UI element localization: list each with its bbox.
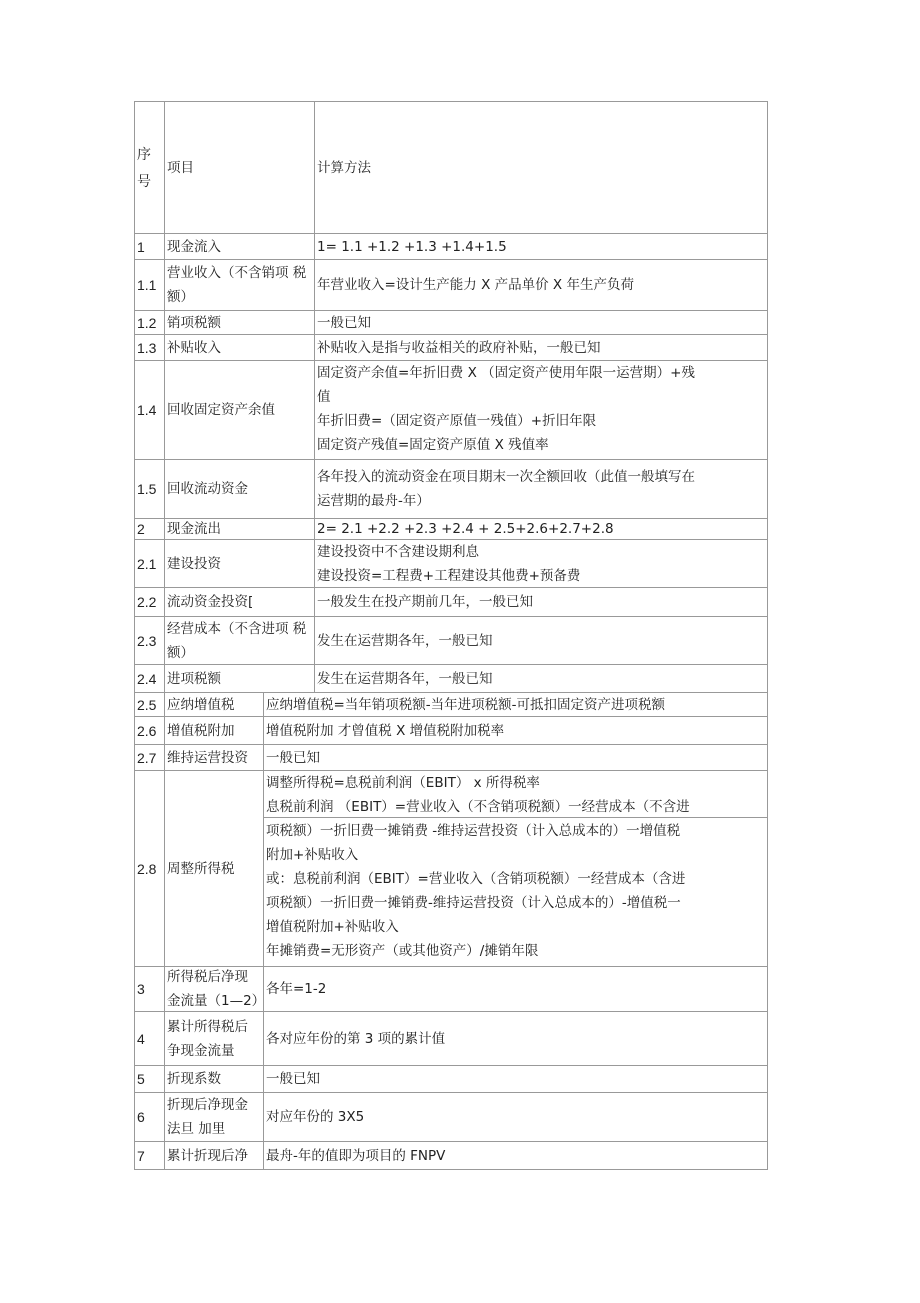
row-item <box>165 234 315 259</box>
row-item <box>165 540 315 587</box>
row-number-line: 3 <box>137 981 145 997</box>
row-method-line: 值 <box>317 389 331 405</box>
row-item <box>165 1093 264 1141</box>
row-method-line: 2= 2.1 +2.2 +2.3 +2.4 + 2.5+2.6+2.7+2.8 <box>317 521 614 537</box>
row-method-line: 各年投入的流动资金在项目期末一次全额回收（此值一般填写在 <box>317 469 695 485</box>
header-method <box>315 102 767 233</box>
row-item <box>165 693 264 716</box>
row-method-line: 固定资产余值=年折旧费 X （固定资产使用年限一运营期）+残 <box>317 365 695 381</box>
cell-divider <box>264 817 767 818</box>
row-number <box>135 540 165 587</box>
row-item-line: 销项税额 <box>167 314 221 331</box>
table-row <box>135 335 767 361</box>
row-number-line: 1.3 <box>137 339 157 356</box>
row-method-line: 一般已知 <box>266 1071 320 1087</box>
row-method-line: 发生在运营期各年，一般已知 <box>317 632 493 649</box>
table-row <box>135 1066 767 1093</box>
row-number-line: 1.2 <box>137 314 157 331</box>
table-row <box>135 361 767 460</box>
row-number-line: 1.4 <box>137 402 157 418</box>
row-method <box>315 260 767 310</box>
row-method <box>264 967 767 1011</box>
row-item-line: 累计所得税后 <box>167 1018 248 1035</box>
row-number-line: 1.5 <box>137 481 157 497</box>
row-item-line: 额） <box>167 644 194 661</box>
row-method-line: 一般已知 <box>317 314 371 331</box>
row-item <box>165 967 264 1011</box>
table-row <box>135 771 767 967</box>
row-item-line: 回收固定资产余值 <box>167 402 275 418</box>
row-method <box>264 693 767 716</box>
table-row <box>135 260 767 311</box>
row-item-line: 应纳增值税 <box>167 696 235 713</box>
header-no-line: 序 <box>137 145 151 162</box>
row-number-line: 2.8 <box>137 860 157 877</box>
row-number <box>135 311 165 334</box>
row-method-line: 项税额）一折旧费一摊销费 -维持运营投资（计入总成本的）一增值税 <box>266 823 681 839</box>
row-number-line: 2.1 <box>137 555 157 572</box>
row-item <box>165 1012 264 1065</box>
row-item-line: 周整所得税 <box>167 860 235 877</box>
row-method-line: 息税前利润 （EBIT）=营业收入（不含销项税额）一经营成本（不含进 <box>266 799 690 815</box>
row-method <box>264 745 767 770</box>
row-item-line: 经营成本（不含进项 税 <box>167 620 307 637</box>
row-number <box>135 260 165 310</box>
row-method <box>315 335 767 360</box>
row-method <box>315 311 767 334</box>
row-item <box>165 717 264 744</box>
row-number <box>135 1066 165 1092</box>
row-method <box>264 1066 767 1092</box>
row-item-line: 进项税额 <box>167 670 221 687</box>
row-method-line: 附加+补贴收入 <box>266 847 359 863</box>
row-item <box>165 665 315 692</box>
row-method-line: 运营期的最舟-年） <box>317 493 430 509</box>
header-no-line: 号 <box>137 172 151 189</box>
row-item-line: 营业收入（不含销项 税 <box>167 265 307 281</box>
row-method-line: 增值税附加+补贴收入 <box>266 919 399 935</box>
row-number <box>135 665 165 692</box>
row-method-line: 增值税附加 才曾值税 X 增值税附加税率 <box>266 722 505 739</box>
table-row <box>135 1012 767 1066</box>
row-number-line: 7 <box>137 1147 145 1164</box>
row-number <box>135 460 165 518</box>
row-item-line: 争现金流量 <box>167 1042 235 1059</box>
row-method-line: 固定资产残值=固定资产原值 X 残值率 <box>317 437 549 453</box>
row-number <box>135 361 165 459</box>
table-row <box>135 311 767 335</box>
row-number <box>135 519 165 539</box>
row-item <box>165 335 315 360</box>
row-number-line: 2.7 <box>137 749 157 766</box>
row-method <box>315 617 767 664</box>
row-method-line: 各对应年份的第 3 项的累计值 <box>266 1030 446 1047</box>
row-number <box>135 1093 165 1141</box>
header-item <box>165 102 315 233</box>
row-method <box>315 361 767 459</box>
row-method <box>315 540 767 587</box>
table-row <box>135 460 767 519</box>
table-row <box>135 1142 767 1170</box>
row-number <box>135 745 165 770</box>
row-method <box>264 1012 767 1065</box>
row-method-line: 年折旧费=（固定资产原值一残值）+折旧年限 <box>317 413 597 429</box>
row-number <box>135 717 165 744</box>
row-number-line: 2.6 <box>137 722 157 739</box>
table-row <box>135 1093 767 1142</box>
row-item-line: 流动资金投资[ <box>167 594 254 610</box>
row-item-line: 回收流动资金 <box>167 481 248 497</box>
row-number-line: 2 <box>137 521 145 537</box>
row-item <box>165 260 315 310</box>
row-method <box>264 771 767 966</box>
row-item-line: 折现系数 <box>167 1071 221 1087</box>
row-number-line: 5 <box>137 1071 145 1087</box>
row-method-line: 各年=1-2 <box>266 981 327 997</box>
row-number-line: 6 <box>137 1109 145 1125</box>
row-method <box>315 519 767 539</box>
header-no <box>135 102 165 233</box>
cash-flow-table <box>134 101 768 1170</box>
row-method-line: 最舟-年的值即为项目的 FNPV <box>266 1147 446 1164</box>
row-item-line: 折现后净现金 <box>167 1097 248 1113</box>
header-method-label: 计算方法 <box>317 159 371 176</box>
row-item <box>165 460 315 518</box>
row-item <box>165 1066 264 1092</box>
row-method-line: 一般已知 <box>266 749 320 766</box>
row-number-line: 1 <box>137 238 145 255</box>
row-item-line: 现金流出 <box>167 521 221 537</box>
row-item-line: 建设投资 <box>167 555 221 572</box>
row-number-line: 4 <box>137 1030 145 1047</box>
table-row <box>135 540 767 588</box>
row-method-line: 建设投资中不含建设期利息 <box>317 543 479 560</box>
row-item-line: 维持运营投资 <box>167 749 248 766</box>
row-item-line: 补贴收入 <box>167 339 221 356</box>
row-method <box>264 1142 767 1169</box>
table-row <box>135 588 767 617</box>
row-method <box>264 1093 767 1141</box>
row-method <box>264 717 767 744</box>
table-row <box>135 519 767 540</box>
row-item <box>165 361 315 459</box>
row-item-line: 金流量（1—2） <box>167 993 266 1009</box>
table-row <box>135 717 767 745</box>
row-number-line: 2.3 <box>137 632 157 649</box>
row-number <box>135 617 165 664</box>
row-method-line: 建设投资=工程费+工程建设其他费+预备费 <box>317 567 581 584</box>
row-method <box>315 588 767 616</box>
table-row <box>135 693 767 717</box>
row-number <box>135 771 165 966</box>
row-number <box>135 335 165 360</box>
row-item <box>165 745 264 770</box>
row-item-line: 增值税附加 <box>167 722 235 739</box>
table-row <box>135 967 767 1012</box>
row-number <box>135 693 165 716</box>
table-row <box>135 234 767 260</box>
row-method-line: 一般发生在投产期前几年，一般已知 <box>317 594 533 610</box>
row-number <box>135 588 165 616</box>
row-item-line: 累计折现后净 <box>167 1147 248 1164</box>
row-number-line: 1.1 <box>137 277 157 293</box>
table-row <box>135 617 767 665</box>
row-method <box>315 460 767 518</box>
row-item <box>165 1142 264 1169</box>
row-item-line: 额） <box>167 289 194 305</box>
row-item-line: 法旦 加里 <box>167 1121 226 1137</box>
row-method-line: 1= 1.1 +1.2 +1.3 +1.4+1.5 <box>317 238 507 255</box>
row-method-line: 发生在运营期各年，一般已知 <box>317 670 493 687</box>
row-number <box>135 1142 165 1169</box>
row-method-line: 补贴收入是指与收益相关的政府补贴，一般已知 <box>317 339 601 356</box>
table-header-row <box>135 102 767 234</box>
row-number-line: 2.4 <box>137 670 157 687</box>
row-item-line: 所得税后净现 <box>167 969 248 985</box>
table-row <box>135 665 767 693</box>
row-item <box>165 311 315 334</box>
row-item <box>165 617 315 664</box>
row-item <box>165 588 315 616</box>
row-number-line: 2.5 <box>137 696 157 713</box>
row-method-line: 调整所得税=息税前利润（EBIT） x 所得税率 <box>266 775 540 791</box>
row-method-line: 年营业收入=设计生产能力 X 产品单价 X 年生产负荷 <box>317 277 634 293</box>
row-method-line: 项税额）一折旧费一摊销费-维持运营投资（计入总成本的）-增值税一 <box>266 895 681 911</box>
row-item-line: 现金流入 <box>167 238 221 255</box>
row-item <box>165 519 315 539</box>
row-method-line: 或：息税前利润（EBIT）=营业收入（含销项税额）一经营成本（含进 <box>266 871 686 887</box>
header-item-label: 项目 <box>167 159 194 176</box>
row-number <box>135 234 165 259</box>
table-row <box>135 745 767 771</box>
row-method-line: 年摊销费=无形资产（或其他资产）/摊销年限 <box>266 943 539 959</box>
row-method <box>315 665 767 692</box>
row-method-line: 对应年份的 3X5 <box>266 1109 365 1125</box>
row-item <box>165 771 264 966</box>
row-number <box>135 967 165 1011</box>
row-number-line: 2.2 <box>137 594 157 610</box>
row-number <box>135 1012 165 1065</box>
row-method-line: 应纳增值税=当年销项税额-当年进项税额-可抵扣固定资产进项税额 <box>266 696 666 713</box>
row-method <box>315 234 767 259</box>
